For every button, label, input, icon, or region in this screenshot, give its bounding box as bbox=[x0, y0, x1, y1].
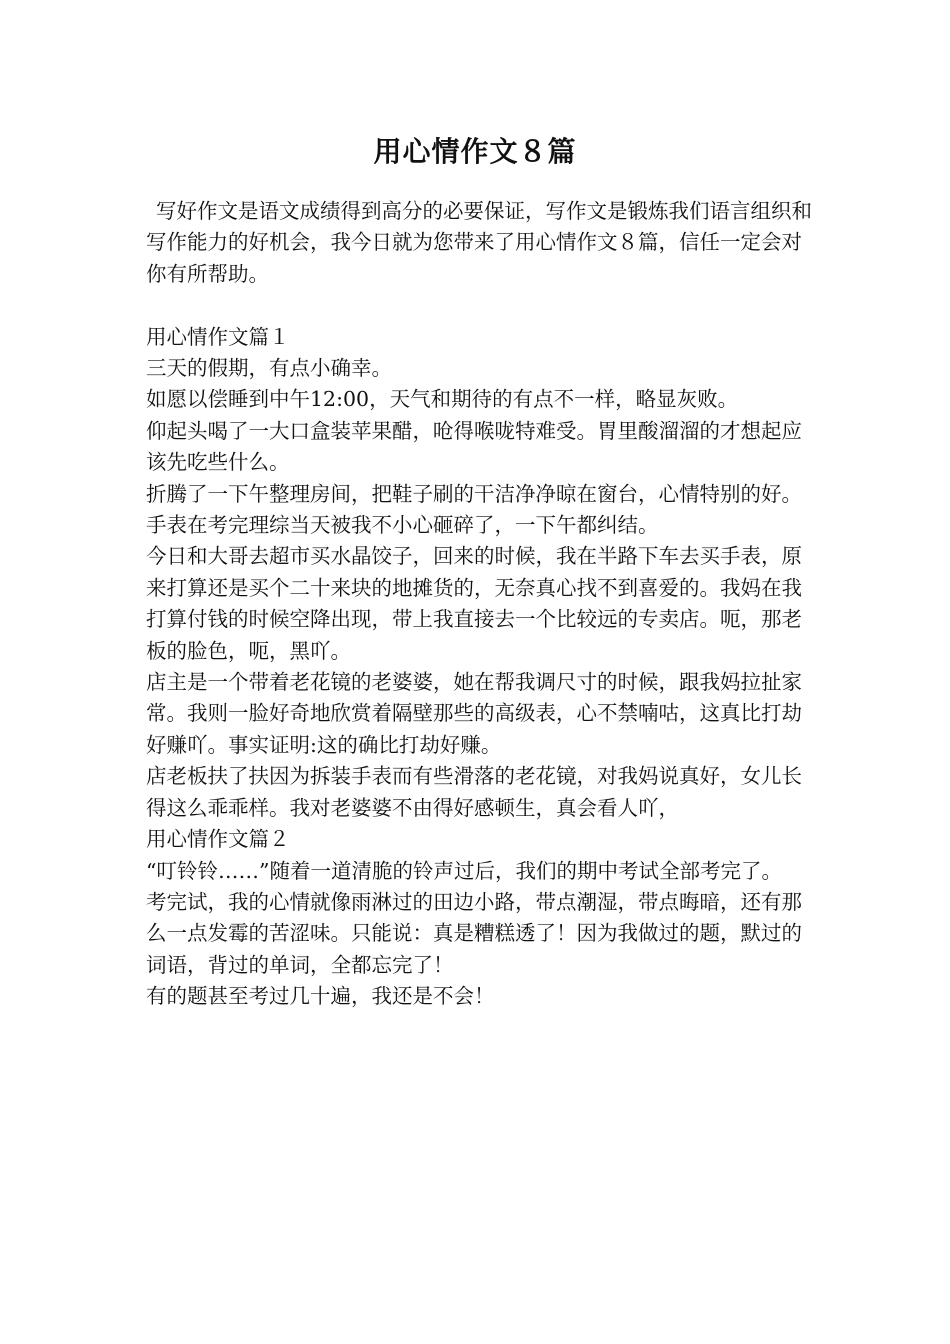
paragraph: 仰起头喝了一大口盒装苹果醋，呛得喉咙特难受。胃里酸溜溜的才想起应该先吃些什么。 bbox=[146, 418, 802, 475]
paragraph: 店老板扶了扶因为拆装手表而有些滑落的老花镜，对我妈说真好，女儿长得这么乖乖样。我对老婆婆不由得好感顿生，真会看人吖， bbox=[146, 764, 802, 820]
paragraph: 三天的假期，有点小确幸。 bbox=[146, 356, 392, 381]
paragraph: “叮铃铃……”随着一道清脆的铃声过后，我们的期中考试全部考完了。 bbox=[146, 858, 782, 883]
paragraph: 今日和大哥去超市买水晶饺子，回来的时候，我在半路下车去买手表，原来打算还是买个二十来块的地摊货的，无奈真心找不到喜爱的。我妈在我打算付钱的时候空降出现，带上我直接去一个比较远的专卖店。呃，那老板的脸色，呃，黑吖。 bbox=[146, 544, 802, 663]
section-heading-2: 用心情作文篇２ bbox=[146, 827, 290, 852]
paragraph: 有的题甚至考过几十遍，我还是不会！ bbox=[146, 984, 495, 1009]
paragraph: 店主是一个带着老花镜的老婆婆，她在帮我调尺寸的时候，跟我妈拉扯家常。我则一脸好奇地欣赏着隔壁那些的高级表，心不禁喃咕，这真比打劫好赚吖。事实证明:这的确比打劫好赚。 bbox=[146, 670, 802, 757]
paragraph: 折腾了一下午整理房间，把鞋子刷的干洁净净晾在窗台，心情特别的好。 bbox=[146, 481, 802, 506]
paragraph: 手表在考完理综当天被我不小心砸碎了，一下午都纠结。 bbox=[146, 513, 659, 538]
paragraph: 考完试，我的心情就像雨淋过的田边小路，带点潮湿，带点晦暗，还有那么一点发霉的苦涩味。只能说：真是糟糕透了！因为我做过的题，默过的词语，背过的单词，全都忘完了！ bbox=[146, 889, 802, 977]
page-title: 用心情作文８篇 bbox=[373, 135, 577, 168]
paragraph: 如愿以偿睡到中午12:00，天气和期待的有点不一样，略显灰败。 bbox=[146, 387, 739, 412]
section-heading-1: 用心情作文篇１ bbox=[146, 324, 290, 349]
document-body bbox=[146, 196, 814, 1013]
intro-paragraph: 写好作文是语文成绩得到高分的必要保证，写作文是锻炼我们语言组织和写作能力的好机会，我今日就为您带来了用心情作文８篇，信任一定会对你有所帮助。 bbox=[146, 199, 812, 286]
